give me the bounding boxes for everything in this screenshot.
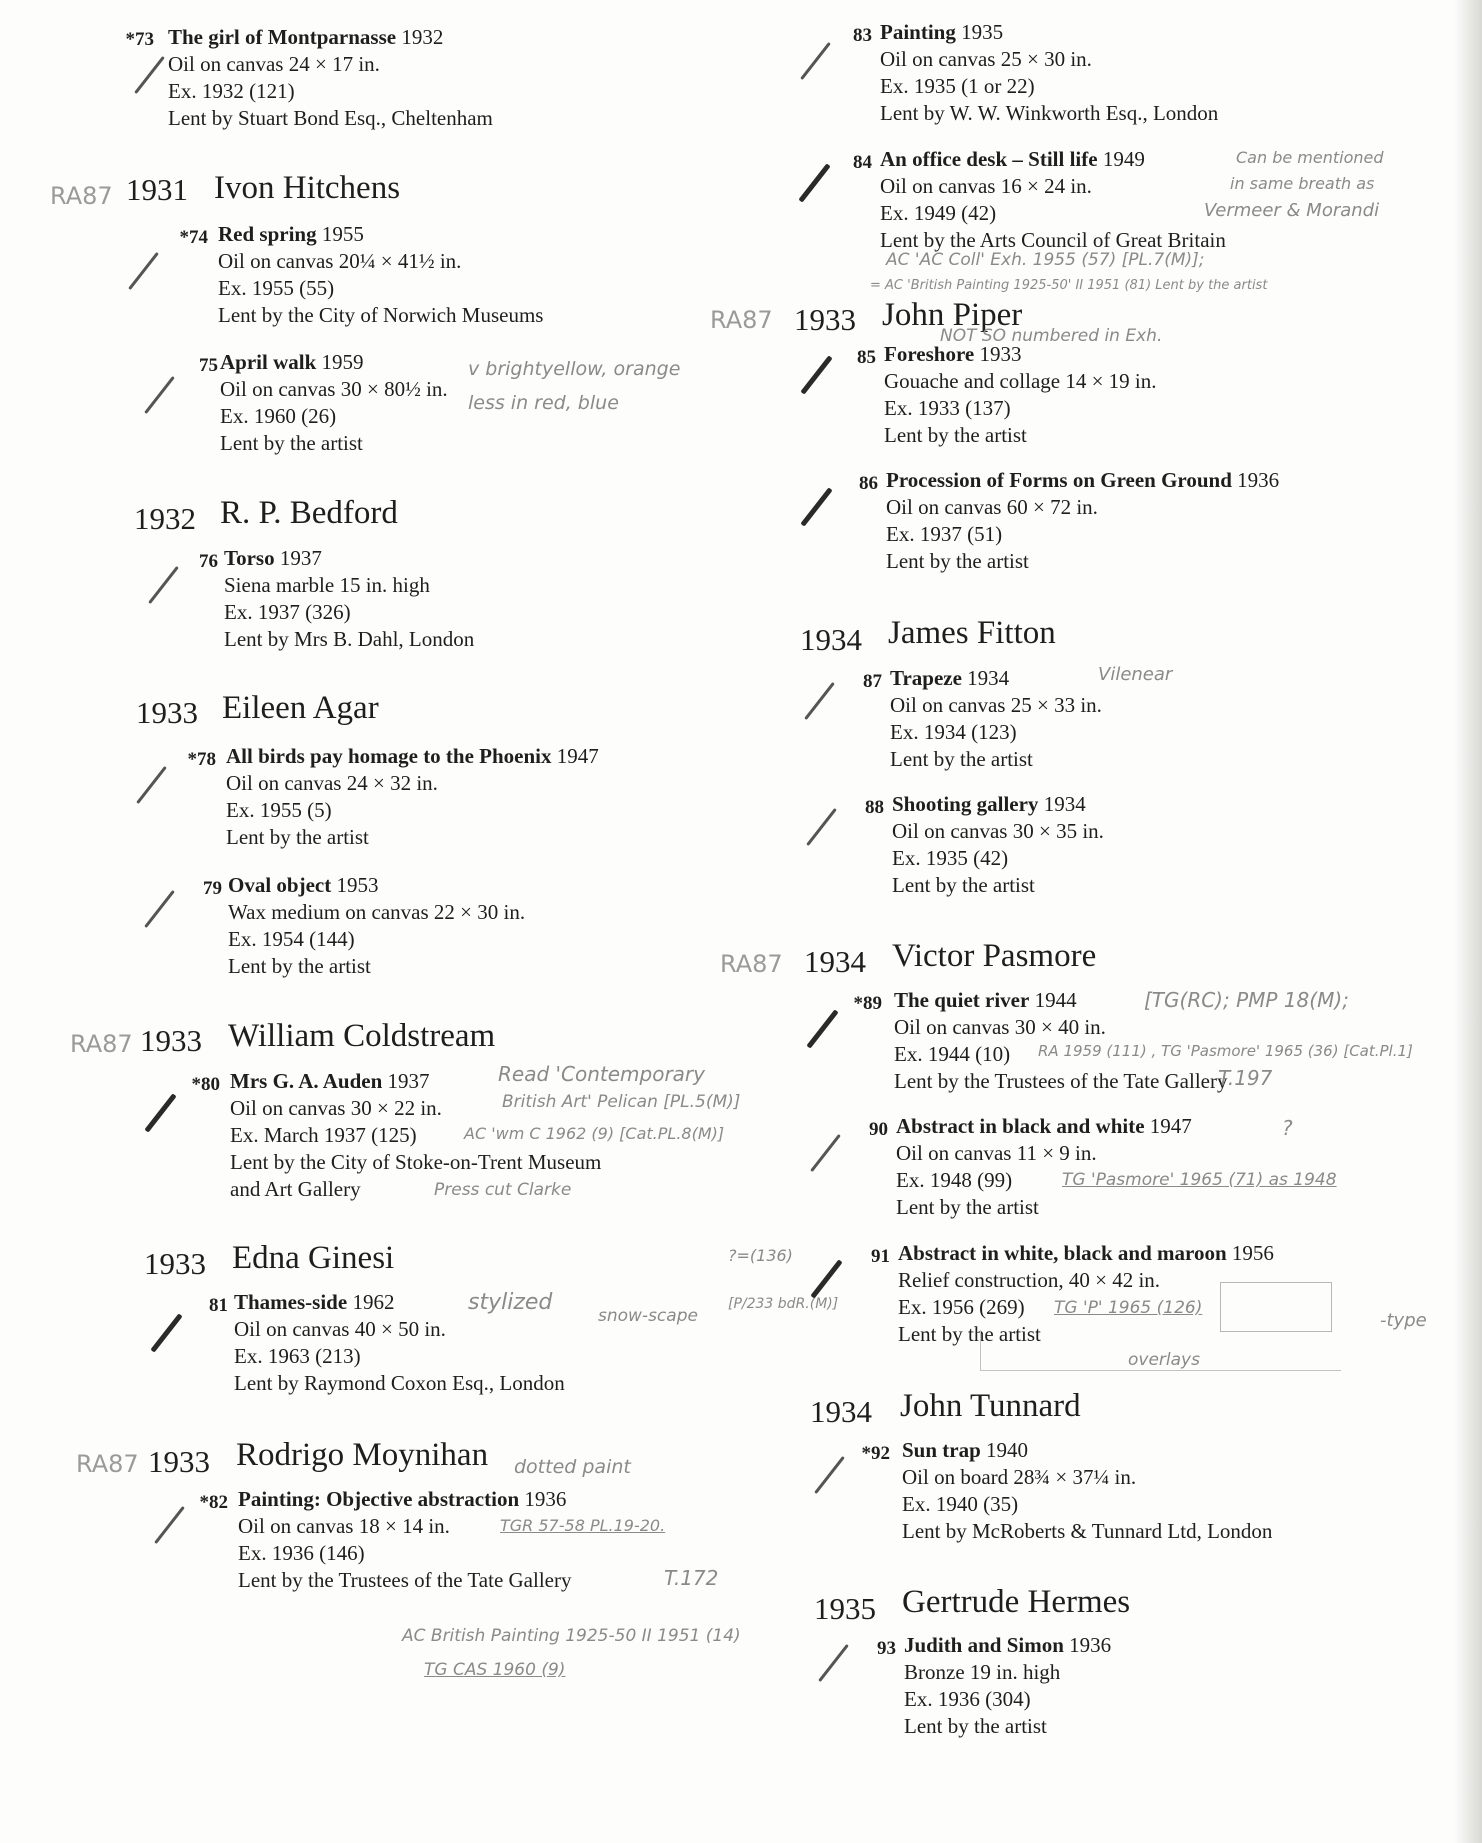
work-date: 1936 <box>524 1487 567 1511</box>
work-lender: Lent by the artist <box>892 873 1035 897</box>
work-medium: Oil on canvas 24 × 17 in. <box>168 52 380 76</box>
work-exhibited: Ex. March 1937 (125) <box>230 1123 417 1147</box>
pencil-tick-mark <box>800 42 831 80</box>
work-exhibited: Ex. 1954 (144) <box>228 927 355 951</box>
handwritten-note: AC 'AC Coll' Exh. 1955 (57) [PL.7(M)]; <box>886 250 1205 270</box>
work-medium: Relief construction, 40 × 42 in. <box>898 1268 1161 1292</box>
entry-number: 81 <box>209 1295 228 1316</box>
artist-year: 1933 <box>136 695 198 730</box>
handwritten-note: AC 'wm C 1962 (9) [Cat.PL.8(M)] <box>464 1124 725 1143</box>
entry-number: 90 <box>869 1119 888 1140</box>
work-exhibited: Ex. 1936 (146) <box>238 1541 365 1565</box>
artist-name: Eileen Agar <box>222 690 379 726</box>
handwritten-note: stylized <box>468 1290 553 1315</box>
work-medium: Wax medium on canvas 22 × 30 in. <box>228 900 526 924</box>
entry-number: 84 <box>853 152 872 173</box>
work-exhibited: Ex. 1933 (137) <box>884 396 1011 420</box>
entry-number: 91 <box>871 1246 890 1267</box>
pencil-tick-mark <box>144 376 175 414</box>
pencil-tick-mark <box>144 890 175 928</box>
pencil-tick-mark <box>814 1456 845 1494</box>
work-exhibited: Ex. 1963 (213) <box>234 1344 361 1368</box>
handwritten-note: Press cut Clarke <box>434 1180 572 1200</box>
catalogue-entry-75 <box>199 349 448 457</box>
catalogue-entry-93 <box>877 1632 1112 1740</box>
handwritten-note: = AC 'British Painting 1925-50' II 1951 (81) Lent by the artist <box>870 278 1268 293</box>
work-lender: Lent by the artist <box>890 747 1033 771</box>
work-exhibited: Ex. 1949 (42) <box>880 201 997 225</box>
entry-number: 93 <box>877 1638 896 1659</box>
work-title: Painting <box>880 20 956 44</box>
artist-name: John Piper <box>882 297 1023 333</box>
ra87-annotation: RA87 <box>710 306 773 334</box>
work-exhibited: Ex. 1948 (99) <box>896 1168 1013 1192</box>
work-title: Abstract in black and white <box>896 1114 1145 1138</box>
ra87-annotation: RA87 <box>70 1030 133 1058</box>
handwritten-note: overlays <box>1128 1350 1200 1370</box>
work-medium: Oil on canvas 30 × 22 in. <box>230 1096 442 1120</box>
work-title: Oval object <box>228 873 332 897</box>
pencil-tick-mark <box>134 56 165 94</box>
ra87-annotation: RA87 <box>50 182 113 210</box>
pencil-tick-mark <box>136 766 167 804</box>
work-date: 1962 <box>352 1290 395 1314</box>
entry-number: 87 <box>863 671 882 692</box>
work-medium: Siena marble 15 in. high <box>224 573 430 597</box>
work-medium: Oil on canvas 60 × 72 in. <box>886 495 1098 519</box>
page-edge-shadow <box>1454 0 1482 1843</box>
work-lender: Lent by the Arts Council of Great Britain <box>880 228 1226 252</box>
work-date: 1934 <box>967 666 1010 690</box>
catalogue-entry-74 <box>179 221 544 329</box>
catalogue-entry-87 <box>863 665 1102 773</box>
handwritten-note: [TG(RC); PMP 18(M); <box>1144 988 1349 1012</box>
artist-name: Rodrigo Moynihan <box>236 1437 489 1473</box>
work-title: The girl of Montparnasse <box>168 25 397 49</box>
work-lender: Lent by the artist <box>896 1195 1039 1219</box>
work-exhibited: Ex. 1936 (304) <box>904 1687 1031 1711</box>
work-exhibited: Ex. 1932 (121) <box>168 79 295 103</box>
handwritten-note: TG 'Pasmore' 1965 (71) as 1948 <box>1062 1170 1337 1190</box>
work-title: Shooting gallery <box>892 792 1039 816</box>
work-lender: Lent by the Trustees of the Tate Gallery <box>238 1568 572 1592</box>
work-lender: Lent by the artist <box>884 423 1027 447</box>
handwritten-note: AC British Painting 1925-50 II 1951 (14) <box>402 1626 741 1646</box>
work-date: 1937 <box>387 1069 430 1093</box>
work-date: 1953 <box>336 873 379 897</box>
ra87-annotation: RA87 <box>720 950 783 978</box>
pencil-sketch-box <box>980 1330 1341 1371</box>
catalogue-entry-73 <box>125 24 493 132</box>
work-title: The quiet river <box>894 988 1030 1012</box>
entry-number: *89 <box>853 993 882 1014</box>
catalogue-entry-82 <box>199 1486 572 1594</box>
work-title: An office desk – Still life <box>880 147 1098 171</box>
work-medium: Oil on canvas 20¼ × 41½ in. <box>218 249 462 273</box>
work-date: 1949 <box>1102 147 1145 171</box>
work-date: 1935 <box>961 20 1004 44</box>
work-medium: Oil on board 28¾ × 37¼ in. <box>902 1465 1137 1489</box>
pencil-sketch-box <box>1220 1282 1332 1332</box>
artist-year: 1934 <box>810 1394 872 1429</box>
work-medium: Oil on canvas 25 × 30 in. <box>880 47 1092 71</box>
entry-number: *73 <box>125 29 154 50</box>
work-date: 1936 <box>1069 1633 1112 1657</box>
work-date: 1955 <box>321 222 364 246</box>
work-date: 1936 <box>1237 468 1280 492</box>
catalogue-entry-90 <box>869 1113 1192 1221</box>
artist-year: 1933 <box>144 1246 206 1281</box>
work-lender: Lent by the City of Stoke-on-Trent Museum <box>230 1150 602 1174</box>
handwritten-note: [P/233 bdR.(M)] <box>728 1296 839 1312</box>
pencil-tick-mark <box>810 1259 842 1298</box>
work-exhibited: Ex. 1955 (55) <box>218 276 335 300</box>
work-date: 1956 <box>1231 1241 1274 1265</box>
work-medium: Oil on canvas 18 × 14 in. <box>238 1514 450 1538</box>
artist-year: 1931 <box>126 172 188 207</box>
handwritten-note: TG 'P' 1965 (126) <box>1054 1298 1203 1318</box>
handwritten-note: ? <box>1282 1116 1293 1140</box>
work-lender: Lent by the artist <box>898 1322 1041 1346</box>
work-lender: Lent by W. W. Winkworth Esq., London <box>880 101 1219 125</box>
ra87-annotation: RA87 <box>76 1450 139 1478</box>
artist-name: Gertrude Hermes <box>902 1584 1131 1620</box>
artist-year: 1933 <box>794 302 856 337</box>
work-medium: Oil on canvas 11 × 9 in. <box>896 1141 1097 1165</box>
work-date: 1937 <box>279 546 322 570</box>
work-exhibited: Ex. 1956 (269) <box>898 1295 1025 1319</box>
work-medium: Bronze 19 in. high <box>904 1660 1061 1684</box>
artist-year: 1933 <box>148 1444 210 1479</box>
artist-name: Ivon Hitchens <box>214 170 401 206</box>
work-title: Torso <box>224 546 275 570</box>
artist-year: 1934 <box>800 622 862 657</box>
entry-number: 83 <box>853 25 872 46</box>
handwritten-note: NOT SO numbered in Exh. <box>940 326 1163 346</box>
artist-year: 1932 <box>134 501 196 536</box>
pencil-tick-mark <box>150 1313 182 1352</box>
pencil-tick-mark <box>810 1134 841 1172</box>
work-title: April walk <box>220 350 317 374</box>
pencil-tick-mark <box>806 808 837 846</box>
work-exhibited: Ex. 1955 (5) <box>226 798 332 822</box>
work-medium: Oil on canvas 30 × 35 in. <box>892 819 1104 843</box>
artist-name: R. P. Bedford <box>220 495 398 531</box>
work-medium: Gouache and collage 14 × 19 in. <box>884 369 1157 393</box>
pencil-tick-mark <box>154 1506 185 1544</box>
catalogue-entry-84 <box>853 146 1226 254</box>
artist-name: John Tunnard <box>900 1388 1081 1424</box>
handwritten-note: dotted paint <box>514 1456 631 1478</box>
pencil-tick-mark <box>128 252 159 290</box>
work-exhibited: Ex. 1935 (1 or 22) <box>880 74 1035 98</box>
entry-number: *78 <box>187 749 216 770</box>
work-exhibited: Ex. 1937 (51) <box>886 522 1003 546</box>
work-medium: Oil on canvas 24 × 32 in. <box>226 771 438 795</box>
work-lender: Lent by the artist <box>220 431 363 455</box>
catalogue-entry-78 <box>187 743 599 851</box>
handwritten-note: RA 1959 (111) , TG 'Pasmore' 1965 (36) [Cat.Pl.1] <box>1038 1042 1413 1060</box>
catalogue-entry-92 <box>861 1437 1273 1545</box>
work-lender: Lent by Raymond Coxon Esq., London <box>234 1371 565 1395</box>
pencil-tick-mark <box>806 1009 838 1048</box>
handwritten-note: ?=(136) <box>728 1246 793 1265</box>
entry-number: 76 <box>199 551 218 572</box>
work-title: Thames-side <box>234 1290 348 1314</box>
work-medium: Oil on canvas 30 × 40 in. <box>894 1015 1106 1039</box>
work-date: 1944 <box>1034 988 1077 1012</box>
work-date: 1947 <box>1149 1114 1192 1138</box>
work-lender: Lent by the Trustees of the Tate Gallery <box>894 1069 1228 1093</box>
handwritten-note: T.172 <box>664 1566 719 1590</box>
pencil-tick-mark <box>148 566 179 604</box>
work-lender-cont: and Art Gallery <box>230 1177 361 1201</box>
work-medium: Oil on canvas 30 × 80½ in. <box>220 377 448 401</box>
work-exhibited: Ex. 1944 (10) <box>894 1042 1011 1066</box>
work-title: Sun trap <box>902 1438 981 1462</box>
catalogue-entry-76 <box>199 545 475 653</box>
work-date: 1932 <box>401 25 444 49</box>
work-exhibited: Ex. 1935 (42) <box>892 846 1009 870</box>
work-date: 1940 <box>986 1438 1029 1462</box>
entry-number: 75 <box>199 355 218 376</box>
work-lender: Lent by Stuart Bond Esq., Cheltenham <box>168 106 493 130</box>
handwritten-note: British Art' Pelican [PL.5(M)] <box>502 1092 741 1112</box>
handwritten-note: snow-scape <box>598 1306 698 1326</box>
entry-number: 88 <box>865 797 884 818</box>
handwritten-note: Can be mentioned <box>1236 148 1384 167</box>
work-title: Judith and Simon <box>904 1633 1064 1657</box>
work-title: Red spring <box>218 222 317 246</box>
entry-number: *74 <box>179 227 208 248</box>
pencil-tick-mark <box>144 1093 176 1132</box>
handwritten-note: -type <box>1380 1310 1427 1331</box>
work-title: Abstract in white, black and maroon <box>898 1241 1227 1265</box>
pencil-tick-mark <box>800 355 832 394</box>
artist-name: William Coldstream <box>228 1018 496 1054</box>
work-lender: Lent by McRoberts & Tunnard Ltd, London <box>902 1519 1273 1543</box>
work-lender: Lent by the artist <box>886 549 1029 573</box>
work-title: Painting: Objective abstraction <box>238 1487 520 1511</box>
work-date: 1959 <box>321 350 364 374</box>
entry-number: *80 <box>191 1074 220 1095</box>
handwritten-note: Vermeer & Morandi <box>1204 200 1380 221</box>
work-exhibited: Ex. 1960 (26) <box>220 404 337 428</box>
artist-name: Edna Ginesi <box>232 1240 395 1276</box>
work-exhibited: Ex. 1934 (123) <box>890 720 1017 744</box>
handwritten-note: v brightyellow, orange less in red, blue <box>468 358 681 414</box>
entry-number: *92 <box>861 1443 890 1464</box>
handwritten-note: T.197 <box>1218 1066 1273 1090</box>
entry-number: 85 <box>857 347 876 368</box>
handwritten-note: Vilenear <box>1098 664 1173 685</box>
work-title: Trapeze <box>890 666 962 690</box>
pencil-tick-mark <box>800 487 832 526</box>
work-exhibited: Ex. 1940 (35) <box>902 1492 1019 1516</box>
catalogue-entry-86 <box>859 467 1280 575</box>
handwritten-note: Read 'Contemporary <box>498 1062 705 1086</box>
artist-name: Victor Pasmore <box>892 938 1097 974</box>
handwritten-note: in same breath as <box>1230 174 1375 193</box>
entry-number: 86 <box>859 473 878 494</box>
work-exhibited: Ex. 1937 (326) <box>224 600 351 624</box>
work-title: Mrs G. A. Auden <box>230 1069 383 1093</box>
work-medium: Oil on canvas 16 × 24 in. <box>880 174 1092 198</box>
work-lender: Lent by the artist <box>226 825 369 849</box>
work-title: Procession of Forms on Green Ground <box>886 468 1232 492</box>
work-lender: Lent by the artist <box>228 954 371 978</box>
work-lender: Lent by the City of Norwich Museums <box>218 303 544 327</box>
catalogue-entry-88 <box>865 791 1104 899</box>
handwritten-note: TG CAS 1960 (9) <box>424 1660 566 1680</box>
work-medium: Oil on canvas 40 × 50 in. <box>234 1317 446 1341</box>
handwritten-note: TGR 57-58 PL.19-20. <box>500 1516 666 1535</box>
entry-number: 79 <box>203 878 222 899</box>
artist-year: 1935 <box>814 1591 876 1626</box>
artist-year: 1933 <box>140 1023 202 1058</box>
pencil-tick-mark <box>798 163 830 202</box>
pencil-tick-mark <box>818 1644 849 1682</box>
work-medium: Oil on canvas 25 × 33 in. <box>890 693 1102 717</box>
work-title: All birds pay homage to the Phoenix <box>226 744 552 768</box>
pencil-tick-mark <box>804 682 835 720</box>
work-title: Foreshore <box>884 342 975 366</box>
work-lender: Lent by the artist <box>904 1714 1047 1738</box>
work-lender: Lent by Mrs B. Dahl, London <box>224 627 475 651</box>
catalogue-entry-85 <box>857 341 1157 449</box>
work-date: 1947 <box>556 744 599 768</box>
catalogue-entry-79 <box>203 872 526 980</box>
entry-number: *82 <box>199 1492 228 1513</box>
artist-name: James Fitton <box>888 615 1056 651</box>
work-date: 1934 <box>1043 792 1086 816</box>
catalogue-entry-83 <box>853 19 1219 127</box>
work-date: 1933 <box>979 342 1022 366</box>
artist-year: 1934 <box>804 944 866 979</box>
